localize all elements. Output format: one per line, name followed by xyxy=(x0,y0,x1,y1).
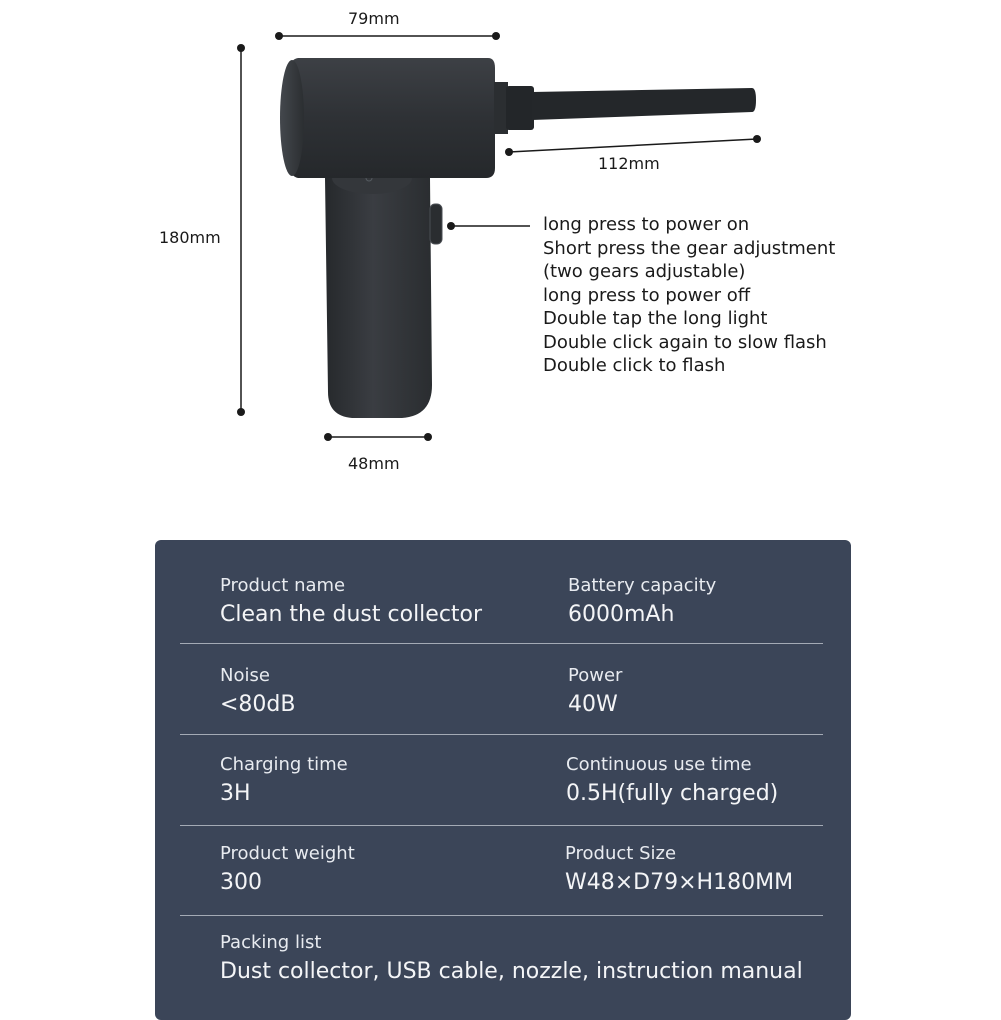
width-dimension-line xyxy=(275,32,500,40)
row-divider xyxy=(180,915,823,916)
height-label: 180mm xyxy=(159,228,221,247)
button-pointer-line xyxy=(447,222,530,230)
instruction-line: long press to power off xyxy=(543,284,751,306)
spec-label: Product Size xyxy=(565,843,677,864)
grip-dimension-line xyxy=(324,433,432,441)
width-label: 79mm xyxy=(348,9,400,28)
spec-label: Packing list xyxy=(220,932,322,953)
grip-width-label: 48mm xyxy=(348,454,400,473)
spec-value: 40W xyxy=(568,692,618,717)
nozzle-dimension-line xyxy=(505,135,761,156)
row-divider xyxy=(180,734,823,735)
row-divider xyxy=(180,825,823,826)
spec-value: W48×D79×H180MM xyxy=(565,870,794,895)
spec-product-name xyxy=(220,575,482,627)
height-dimension-line xyxy=(237,44,245,416)
spec-noise xyxy=(220,665,296,717)
nozzle-length-label: 112mm xyxy=(598,154,660,173)
spec-label: Charging time xyxy=(220,754,348,775)
device-handle xyxy=(325,150,432,418)
spec-label: Continuous use time xyxy=(566,754,752,775)
spec-continuous-use-time xyxy=(566,754,778,806)
spec-value: 0.5H(fully charged) xyxy=(566,781,779,806)
instruction-line: Double tap the long light xyxy=(543,308,768,329)
spec-packing-list xyxy=(220,932,803,984)
spec-value: Clean the dust collector xyxy=(220,602,483,627)
dimension-drawing xyxy=(0,0,1001,500)
power-button xyxy=(430,204,442,244)
instruction-line: long press to power on xyxy=(543,214,750,235)
instruction-line: (two gears adjustable) xyxy=(543,261,746,282)
row-divider xyxy=(180,643,823,644)
spec-product-size xyxy=(565,843,793,895)
spec-label: Battery capacity xyxy=(568,575,717,596)
spec-value: 3H xyxy=(220,781,251,806)
spec-label: Product name xyxy=(220,575,346,596)
button-instructions xyxy=(543,213,835,378)
spec-label: Product weight xyxy=(220,843,355,864)
device-head xyxy=(280,58,495,178)
instruction-line: Double click again to slow flash xyxy=(543,331,827,353)
product-dimension-diagram xyxy=(0,0,1001,500)
spec-power xyxy=(568,665,622,717)
spec-product-weight xyxy=(220,843,355,895)
instruction-line: Double click to flash xyxy=(543,355,726,376)
spec-value: 6000mAh xyxy=(568,602,675,627)
spec-battery-capacity xyxy=(568,575,716,627)
spec-value: 300 xyxy=(220,870,262,895)
spec-label: Power xyxy=(568,665,623,686)
specifications-panel xyxy=(155,540,851,1020)
spec-value: <80dB xyxy=(220,692,296,717)
device-nozzle xyxy=(494,82,756,134)
spec-charging-time xyxy=(220,754,348,806)
spec-value: Dust collector, USB cable, nozzle, instruction manual xyxy=(220,959,803,984)
instruction-line: Short press the gear adjustment xyxy=(543,237,836,259)
spec-label: Noise xyxy=(220,665,270,686)
